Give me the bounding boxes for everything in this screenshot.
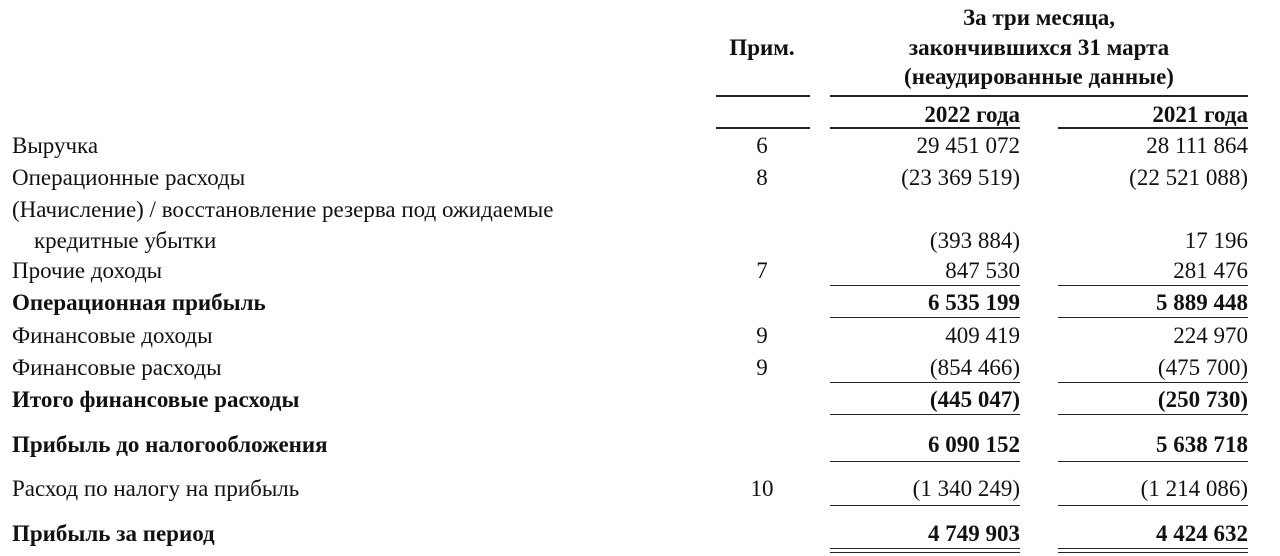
row-label-finance-income: Финансовые доходы: [12, 323, 213, 348]
row-label-revenue: Выручка: [12, 133, 99, 158]
note-header-rule: [716, 95, 810, 97]
rule-2021-profit-before-tax: [1058, 461, 1248, 462]
final-double-rule-2021-a: [1058, 548, 1248, 549]
row-value-2021-profit-before-tax: 5 638 718: [1156, 432, 1248, 457]
row-note-other-income: 7: [756, 258, 768, 283]
row-value-2021-revenue: 28 111 864: [1146, 133, 1248, 158]
row-value-2021-credit-loss: 17 196: [1184, 228, 1248, 253]
row-value-2021-operating-expenses: (22 521 088): [1129, 165, 1248, 190]
row-label-profit-before-tax: Прибыль до налогообложения: [12, 432, 328, 457]
rule-2021-income-tax: [1058, 505, 1248, 506]
row-value-2022-profit-before-tax: 6 090 152: [928, 432, 1020, 457]
row-value-2022-credit-loss: (393 884): [929, 228, 1020, 253]
row-value-2021-finance-income: 224 970: [1173, 323, 1248, 348]
row-value-2021-income-tax: (1 214 086): [1140, 476, 1248, 501]
final-double-rule-2022-b: [830, 552, 1020, 553]
year-2021-header: 2021 года: [1152, 102, 1248, 127]
final-double-rule-2021-b: [1058, 552, 1248, 553]
row-note-finance-income: 9: [756, 323, 768, 348]
row-value-2022-operating-profit: 6 535 199: [928, 290, 1020, 315]
total-rule-2022-finance: [830, 414, 1020, 415]
row-value-2021-other-income: 281 476: [1173, 258, 1248, 283]
subtotal-rule-2021-operating: [1058, 285, 1248, 286]
note-year-rule: [716, 127, 810, 129]
year-2022-header: 2022 года: [924, 102, 1020, 127]
final-double-rule-2022-a: [830, 548, 1020, 549]
row-label-other-income: Прочие доходы: [12, 258, 163, 283]
row-value-2022-other-income: 847 530: [945, 258, 1020, 283]
row-value-2022-finance-income: 409 419: [945, 323, 1020, 348]
row-label-operating-expenses: Операционные расходы: [12, 165, 246, 190]
year-2021-rule: [1058, 127, 1248, 129]
row-value-2022-profit-for-period: 4 749 903: [928, 521, 1020, 546]
row-label-finance-costs: Финансовые расходы: [12, 355, 222, 380]
period-heading-line1: За три месяца,: [962, 5, 1116, 30]
row-value-2021-finance-costs: (475 700): [1157, 355, 1248, 380]
subtotal-rule-2021-finance: [1058, 382, 1248, 383]
row-note-income-tax: 10: [750, 476, 774, 501]
row-label-credit-loss-line2: кредитные убытки: [34, 228, 217, 253]
row-note-revenue: 6: [756, 133, 768, 158]
row-label-total-finance-costs: Итого финансовые расходы: [12, 387, 300, 412]
row-value-2022-operating-expenses: (23 369 519): [901, 165, 1020, 190]
period-heading-line2: закончившихся 31 марта: [908, 35, 1170, 60]
period-header-rule: [830, 95, 1248, 97]
row-label-credit-loss-line1: (Начисление) / восстановление резерва под ожидаемые: [12, 197, 554, 222]
row-label-income-tax: Расход по налогу на прибыль: [12, 476, 300, 501]
row-value-2022-revenue: 29 451 072: [916, 133, 1020, 158]
row-label-profit-for-period: Прибыль за период: [12, 521, 215, 546]
row-value-2022-total-finance-costs: (445 047): [929, 387, 1020, 412]
rule-2022-profit-before-tax: [830, 461, 1020, 462]
row-value-2021-operating-profit: 5 889 448: [1156, 290, 1248, 315]
year-2022-rule: [830, 127, 1020, 129]
period-heading-line3: (неаудированные данные): [904, 64, 1174, 89]
row-note-finance-costs: 9: [756, 355, 768, 380]
rule-2022-income-tax: [830, 505, 1020, 506]
row-note-operating-expenses: 8: [756, 165, 768, 190]
row-label-operating-profit: Операционная прибыль: [12, 290, 266, 315]
total-rule-2021-operating: [1058, 317, 1248, 318]
row-value-2021-profit-for-period: 4 424 632: [1156, 521, 1248, 546]
row-value-2022-income-tax: (1 340 249): [912, 476, 1020, 501]
total-rule-2021-finance: [1058, 414, 1248, 415]
row-value-2021-total-finance-costs: (250 730): [1157, 387, 1248, 412]
subtotal-rule-2022-finance: [830, 382, 1020, 383]
row-value-2022-finance-costs: (854 466): [929, 355, 1020, 380]
subtotal-rule-2022-operating: [830, 285, 1020, 286]
note-column-header: Прим.: [729, 35, 795, 60]
total-rule-2022-operating: [830, 317, 1020, 318]
